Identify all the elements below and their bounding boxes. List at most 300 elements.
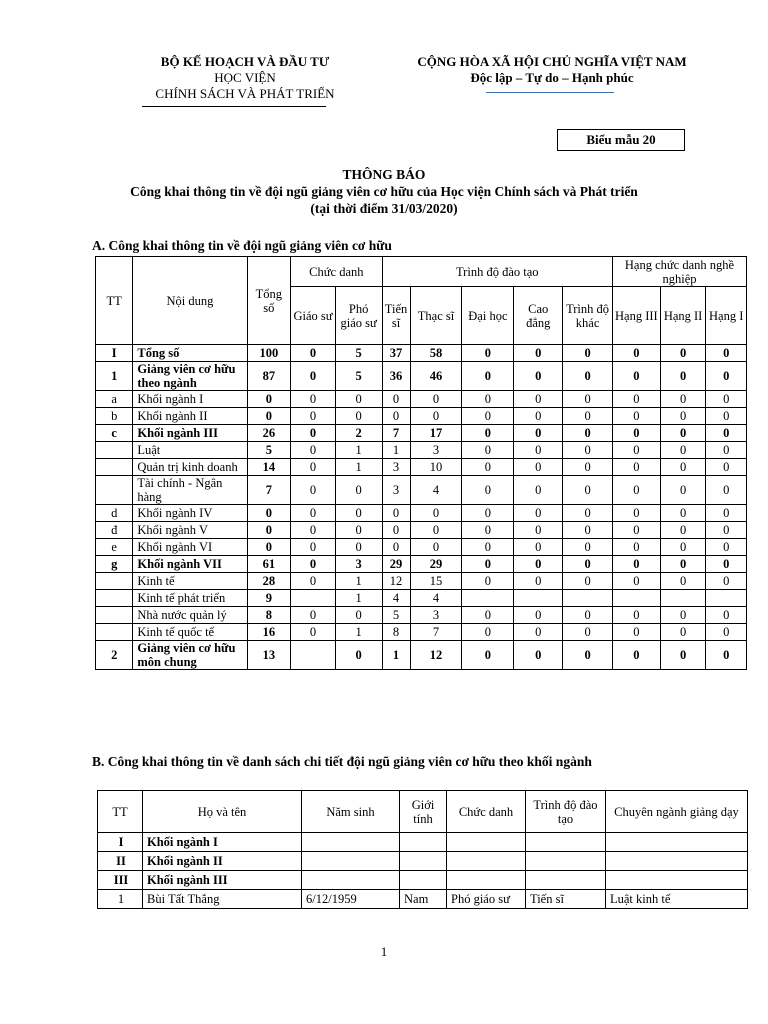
- row-value: 8: [382, 624, 410, 641]
- row-value: 7: [382, 425, 410, 442]
- row-value: 0: [247, 505, 291, 522]
- row-content: Tài chính - Ngân hàng: [133, 476, 247, 505]
- th-trinh-do-khac: Trình độ khác: [563, 287, 613, 345]
- cell-major: [606, 833, 748, 852]
- th-hang-iii: Hạng III: [613, 287, 661, 345]
- row-value: 0: [410, 505, 462, 522]
- row-value: 100: [247, 345, 291, 362]
- row-value: 0: [563, 362, 613, 391]
- table-row: [96, 624, 747, 641]
- section-a-heading: A. Công khai thông tin về đội ngũ giảng viên cơ hữu: [92, 238, 392, 253]
- th-chuc-danh: Chức danh: [291, 257, 382, 287]
- row-value: 0: [462, 408, 514, 425]
- row-value: 0: [563, 459, 613, 476]
- row-value: 0: [563, 607, 613, 624]
- row-value: 0: [660, 459, 706, 476]
- row-tt: b: [96, 408, 133, 425]
- row-value: 0: [706, 391, 747, 408]
- row-tt: [96, 590, 133, 607]
- row-content: Giảng viên cơ hữu môn chung: [133, 641, 247, 670]
- row-value: 46: [410, 362, 462, 391]
- row-value: 1: [335, 459, 382, 476]
- row-value: 0: [706, 624, 747, 641]
- th-thac-si: Thạc sĩ: [410, 287, 462, 345]
- row-value: 0: [462, 522, 514, 539]
- row-value: 0: [563, 476, 613, 505]
- institute-line2: CHÍNH SÁCH VÀ PHÁT TRIỂN: [155, 86, 335, 101]
- row-value: 0: [706, 362, 747, 391]
- row-value: 1: [382, 641, 410, 670]
- row-value: [291, 641, 336, 670]
- row-value: 0: [335, 539, 382, 556]
- row-value: 0: [660, 624, 706, 641]
- row-value: 0: [514, 459, 563, 476]
- row-value: 0: [514, 539, 563, 556]
- thb-major: Chuyên ngành giảng dạy: [606, 791, 748, 833]
- section-b-heading: B. Công khai thông tin về danh sách chi tiết đội ngũ giảng viên cơ hữu theo khối ngành: [92, 754, 592, 769]
- row-value: 0: [514, 476, 563, 505]
- row-content: Kinh tế quốc tế: [133, 624, 247, 641]
- table-row: [96, 573, 747, 590]
- table-row: [96, 522, 747, 539]
- row-value: 0: [291, 505, 336, 522]
- th-pho-giao-su: Phó giáo sư: [335, 287, 382, 345]
- row-value: 0: [514, 522, 563, 539]
- row-value: 14: [247, 459, 291, 476]
- row-tt: 1: [96, 362, 133, 391]
- row-value: 0: [382, 539, 410, 556]
- row-value: 0: [563, 425, 613, 442]
- row-value: 0: [706, 573, 747, 590]
- row-value: 0: [563, 391, 613, 408]
- row-value: 0: [462, 607, 514, 624]
- row-value: 29: [382, 556, 410, 573]
- row-value: 0: [613, 624, 661, 641]
- row-content: Khối ngành II: [133, 408, 247, 425]
- table-row: [96, 476, 747, 505]
- row-value: 0: [291, 442, 336, 459]
- row-value: 0: [613, 505, 661, 522]
- row-value: 0: [335, 607, 382, 624]
- table-row: [98, 871, 748, 890]
- row-value: 26: [247, 425, 291, 442]
- row-value: 2: [335, 425, 382, 442]
- row-value: 0: [291, 522, 336, 539]
- cell-birth: [302, 852, 400, 871]
- row-value: 0: [382, 391, 410, 408]
- row-value: 0: [514, 641, 563, 670]
- row-tt: g: [96, 556, 133, 573]
- row-value: 5: [382, 607, 410, 624]
- cell-title: Phó giáo sư: [447, 890, 526, 909]
- th-total: Tổng số: [247, 257, 291, 345]
- table-row: [96, 539, 747, 556]
- header-left: [130, 54, 360, 102]
- row-value: 0: [563, 505, 613, 522]
- row-value: 0: [613, 362, 661, 391]
- row-value: 0: [462, 573, 514, 590]
- row-value: 0: [247, 391, 291, 408]
- thb-degree: Trình độ đào tạo: [526, 791, 606, 833]
- cell-gender: [400, 852, 447, 871]
- row-value: 0: [706, 505, 747, 522]
- row-value: 0: [382, 522, 410, 539]
- row-value: 5: [335, 345, 382, 362]
- th-dai-hoc: Đại học: [462, 287, 514, 345]
- row-content: Khối ngành V: [133, 522, 247, 539]
- page-number: 1: [380, 944, 388, 959]
- table-row: [96, 362, 747, 391]
- row-value: 0: [462, 505, 514, 522]
- document-title: [0, 166, 768, 217]
- title-subtitle: Công khai thông tin về đội ngũ giảng viên cơ hữu của Học viện Chính sách và Phát triển: [130, 184, 638, 199]
- row-value: 0: [335, 391, 382, 408]
- row-tt: I: [96, 345, 133, 362]
- row-value: 0: [563, 442, 613, 459]
- cell-tt: 1: [98, 890, 143, 909]
- row-value: 0: [563, 641, 613, 670]
- table-row: [96, 556, 747, 573]
- row-value: 0: [514, 505, 563, 522]
- row-value: 29: [410, 556, 462, 573]
- row-value: 0: [291, 391, 336, 408]
- row-value: 0: [660, 505, 706, 522]
- row-tt: đ: [96, 522, 133, 539]
- row-value: 0: [462, 362, 514, 391]
- table-row: [98, 852, 748, 871]
- th-hang-i: Hạng I: [706, 287, 747, 345]
- header-left-rule: [142, 106, 326, 107]
- motto: Độc lập – Tự do – Hạnh phúc: [470, 70, 634, 85]
- row-value: 15: [410, 573, 462, 590]
- row-value: 0: [706, 641, 747, 670]
- row-value: 3: [382, 476, 410, 505]
- cell-tt: III: [98, 871, 143, 890]
- row-value: 0: [706, 442, 747, 459]
- row-value: 0: [247, 408, 291, 425]
- cell-title: [447, 833, 526, 852]
- row-value: [291, 590, 336, 607]
- row-value: 0: [514, 391, 563, 408]
- faculty-summary-table: [95, 256, 747, 670]
- row-tt: c: [96, 425, 133, 442]
- row-content: Khối ngành VII: [133, 556, 247, 573]
- cell-title: [447, 871, 526, 890]
- row-value: 0: [335, 408, 382, 425]
- row-value: 0: [563, 345, 613, 362]
- row-value: 0: [514, 442, 563, 459]
- row-value: 0: [706, 556, 747, 573]
- thb-gender: Giới tính: [400, 791, 447, 833]
- table-row: [96, 459, 747, 476]
- ministry-name: BỘ KẾ HOẠCH VÀ ĐẦU TƯ: [160, 54, 330, 69]
- row-value: 1: [335, 442, 382, 459]
- row-tt: 2: [96, 641, 133, 670]
- row-value: 0: [335, 522, 382, 539]
- row-value: 0: [660, 641, 706, 670]
- cell-birth: 6/12/1959: [302, 890, 400, 909]
- row-value: 0: [462, 624, 514, 641]
- th-hang: Hạng chức danh nghề nghiệp: [613, 257, 747, 287]
- table-row: [96, 425, 747, 442]
- row-value: 16: [247, 624, 291, 641]
- cell-name: Khối ngành III: [143, 871, 302, 890]
- row-value: 5: [247, 442, 291, 459]
- row-value: 0: [660, 522, 706, 539]
- row-value: 0: [706, 459, 747, 476]
- row-value: 0: [613, 522, 661, 539]
- row-value: [660, 590, 706, 607]
- row-value: 0: [706, 345, 747, 362]
- row-value: 0: [660, 345, 706, 362]
- row-value: 0: [335, 505, 382, 522]
- row-value: 12: [382, 573, 410, 590]
- row-value: 0: [706, 522, 747, 539]
- row-value: 0: [291, 556, 336, 573]
- row-value: 0: [706, 408, 747, 425]
- row-value: 0: [291, 607, 336, 624]
- row-value: 0: [462, 459, 514, 476]
- row-value: 0: [514, 425, 563, 442]
- row-value: 3: [410, 442, 462, 459]
- table-row: [98, 833, 748, 852]
- row-value: 5: [335, 362, 382, 391]
- row-tt: a: [96, 391, 133, 408]
- row-value: [462, 590, 514, 607]
- row-value: 0: [563, 556, 613, 573]
- row-value: 1: [335, 590, 382, 607]
- cell-gender: Nam: [400, 890, 447, 909]
- row-value: 0: [613, 556, 661, 573]
- row-value: 28: [247, 573, 291, 590]
- row-value: 0: [660, 362, 706, 391]
- row-value: 0: [660, 607, 706, 624]
- row-value: 0: [563, 624, 613, 641]
- cell-name: Bùi Tất Thắng: [143, 890, 302, 909]
- row-value: 0: [613, 573, 661, 590]
- th-tien-si: Tiến sĩ: [382, 287, 410, 345]
- row-value: 0: [660, 476, 706, 505]
- row-value: 0: [382, 408, 410, 425]
- row-value: 0: [291, 425, 336, 442]
- row-value: 0: [660, 556, 706, 573]
- row-value: 17: [410, 425, 462, 442]
- row-value: 0: [613, 539, 661, 556]
- th-trinh-do: Trình độ đào tạo: [382, 257, 612, 287]
- row-value: 61: [247, 556, 291, 573]
- republic-name: CỘNG HÒA XÃ HỘI CHỦ NGHĨA VIỆT NAM: [417, 54, 687, 69]
- cell-tt: II: [98, 852, 143, 871]
- th-tt: TT: [96, 257, 133, 345]
- cell-major: Luật kinh tế: [606, 890, 748, 909]
- institute-line1: HỌC VIỆN: [214, 70, 276, 85]
- row-content: Tổng số: [133, 345, 247, 362]
- row-value: 0: [291, 345, 336, 362]
- row-content: Giảng viên cơ hữu theo ngành: [133, 362, 247, 391]
- row-value: 0: [462, 539, 514, 556]
- row-value: 12: [410, 641, 462, 670]
- row-content: Khối ngành VI: [133, 539, 247, 556]
- row-value: 0: [335, 641, 382, 670]
- row-content: Kinh tế: [133, 573, 247, 590]
- row-value: 0: [382, 505, 410, 522]
- row-value: 0: [613, 442, 661, 459]
- row-value: 0: [462, 442, 514, 459]
- table-row: [96, 391, 747, 408]
- row-value: 4: [382, 590, 410, 607]
- row-content: Khối ngành IV: [133, 505, 247, 522]
- row-value: 0: [563, 539, 613, 556]
- row-value: 0: [706, 539, 747, 556]
- row-value: 3: [410, 607, 462, 624]
- row-value: 0: [514, 345, 563, 362]
- title-main: THÔNG BÁO: [342, 167, 426, 182]
- row-value: 0: [514, 624, 563, 641]
- th-content: Nội dung: [133, 257, 247, 345]
- row-value: 0: [291, 408, 336, 425]
- cell-name: Khối ngành II: [143, 852, 302, 871]
- row-value: 1: [382, 442, 410, 459]
- row-value: 0: [410, 408, 462, 425]
- row-tt: [96, 624, 133, 641]
- row-value: 0: [291, 573, 336, 590]
- row-value: 4: [410, 590, 462, 607]
- row-value: 0: [514, 362, 563, 391]
- thb-title: Chức danh: [447, 791, 526, 833]
- row-value: 0: [514, 556, 563, 573]
- row-tt: e: [96, 539, 133, 556]
- row-tt: [96, 607, 133, 624]
- row-value: 0: [462, 476, 514, 505]
- table-row: [96, 641, 747, 670]
- row-value: 0: [563, 573, 613, 590]
- row-value: 0: [563, 408, 613, 425]
- cell-degree: [526, 871, 606, 890]
- cell-gender: [400, 833, 447, 852]
- row-value: [563, 590, 613, 607]
- row-value: 37: [382, 345, 410, 362]
- row-value: 10: [410, 459, 462, 476]
- row-value: 0: [563, 522, 613, 539]
- row-value: 0: [462, 641, 514, 670]
- cell-degree: Tiến sĩ: [526, 890, 606, 909]
- row-value: 0: [613, 459, 661, 476]
- row-tt: [96, 442, 133, 459]
- row-tt: [96, 476, 133, 505]
- row-value: 0: [410, 391, 462, 408]
- thb-tt: TT: [98, 791, 143, 833]
- row-value: 0: [514, 408, 563, 425]
- cell-degree: [526, 852, 606, 871]
- row-value: [706, 590, 747, 607]
- table-row: [96, 505, 747, 522]
- table-row: [96, 408, 747, 425]
- row-value: 87: [247, 362, 291, 391]
- table-row: [98, 890, 748, 909]
- row-value: 0: [291, 362, 336, 391]
- row-value: 8: [247, 607, 291, 624]
- row-value: 0: [613, 425, 661, 442]
- row-value: 0: [410, 539, 462, 556]
- row-value: 58: [410, 345, 462, 362]
- th-hang-ii: Hạng II: [660, 287, 706, 345]
- table-row: [96, 345, 747, 362]
- row-value: 0: [706, 607, 747, 624]
- row-value: 0: [291, 539, 336, 556]
- cell-title: [447, 852, 526, 871]
- header-right: [392, 54, 712, 86]
- row-value: [514, 590, 563, 607]
- row-value: 0: [462, 391, 514, 408]
- cell-degree: [526, 833, 606, 852]
- row-value: 0: [247, 539, 291, 556]
- row-value: 3: [335, 556, 382, 573]
- row-value: 0: [462, 345, 514, 362]
- row-value: 4: [410, 476, 462, 505]
- row-value: 0: [514, 607, 563, 624]
- row-value: 0: [660, 573, 706, 590]
- row-value: 0: [514, 573, 563, 590]
- row-value: 0: [613, 391, 661, 408]
- row-value: 0: [613, 607, 661, 624]
- cell-name: Khối ngành I: [143, 833, 302, 852]
- row-tt: d: [96, 505, 133, 522]
- row-tt: [96, 459, 133, 476]
- row-value: 0: [462, 556, 514, 573]
- row-content: Luật: [133, 442, 247, 459]
- cell-major: [606, 852, 748, 871]
- row-value: 7: [247, 476, 291, 505]
- cell-birth: [302, 871, 400, 890]
- row-tt: [96, 573, 133, 590]
- header-right-rule: [486, 92, 614, 93]
- row-value: 0: [660, 425, 706, 442]
- faculty-detail-table: [97, 790, 748, 909]
- row-value: 0: [706, 476, 747, 505]
- cell-tt: I: [98, 833, 143, 852]
- row-value: 1: [335, 624, 382, 641]
- row-value: 0: [660, 539, 706, 556]
- row-value: 9: [247, 590, 291, 607]
- row-value: 0: [247, 522, 291, 539]
- row-value: 0: [335, 476, 382, 505]
- row-value: 0: [291, 624, 336, 641]
- row-value: 0: [291, 459, 336, 476]
- row-value: 0: [410, 522, 462, 539]
- table-row: [96, 607, 747, 624]
- row-value: 3: [382, 459, 410, 476]
- row-value: 0: [660, 442, 706, 459]
- row-value: [613, 590, 661, 607]
- row-value: 0: [660, 408, 706, 425]
- row-content: Quản trị kinh doanh: [133, 459, 247, 476]
- form-label: Biểu mẫu 20: [557, 129, 685, 151]
- row-value: 1: [335, 573, 382, 590]
- row-value: 0: [462, 425, 514, 442]
- cell-birth: [302, 833, 400, 852]
- row-value: 0: [291, 476, 336, 505]
- row-value: 0: [613, 476, 661, 505]
- cell-gender: [400, 871, 447, 890]
- th-cao-dang: Cao đẳng: [514, 287, 563, 345]
- thb-birth: Năm sinh: [302, 791, 400, 833]
- row-value: 0: [613, 641, 661, 670]
- row-content: Khối ngành III: [133, 425, 247, 442]
- row-content: Khối ngành I: [133, 391, 247, 408]
- row-value: 7: [410, 624, 462, 641]
- table-row: [96, 590, 747, 607]
- th-giao-su: Giáo sư: [291, 287, 336, 345]
